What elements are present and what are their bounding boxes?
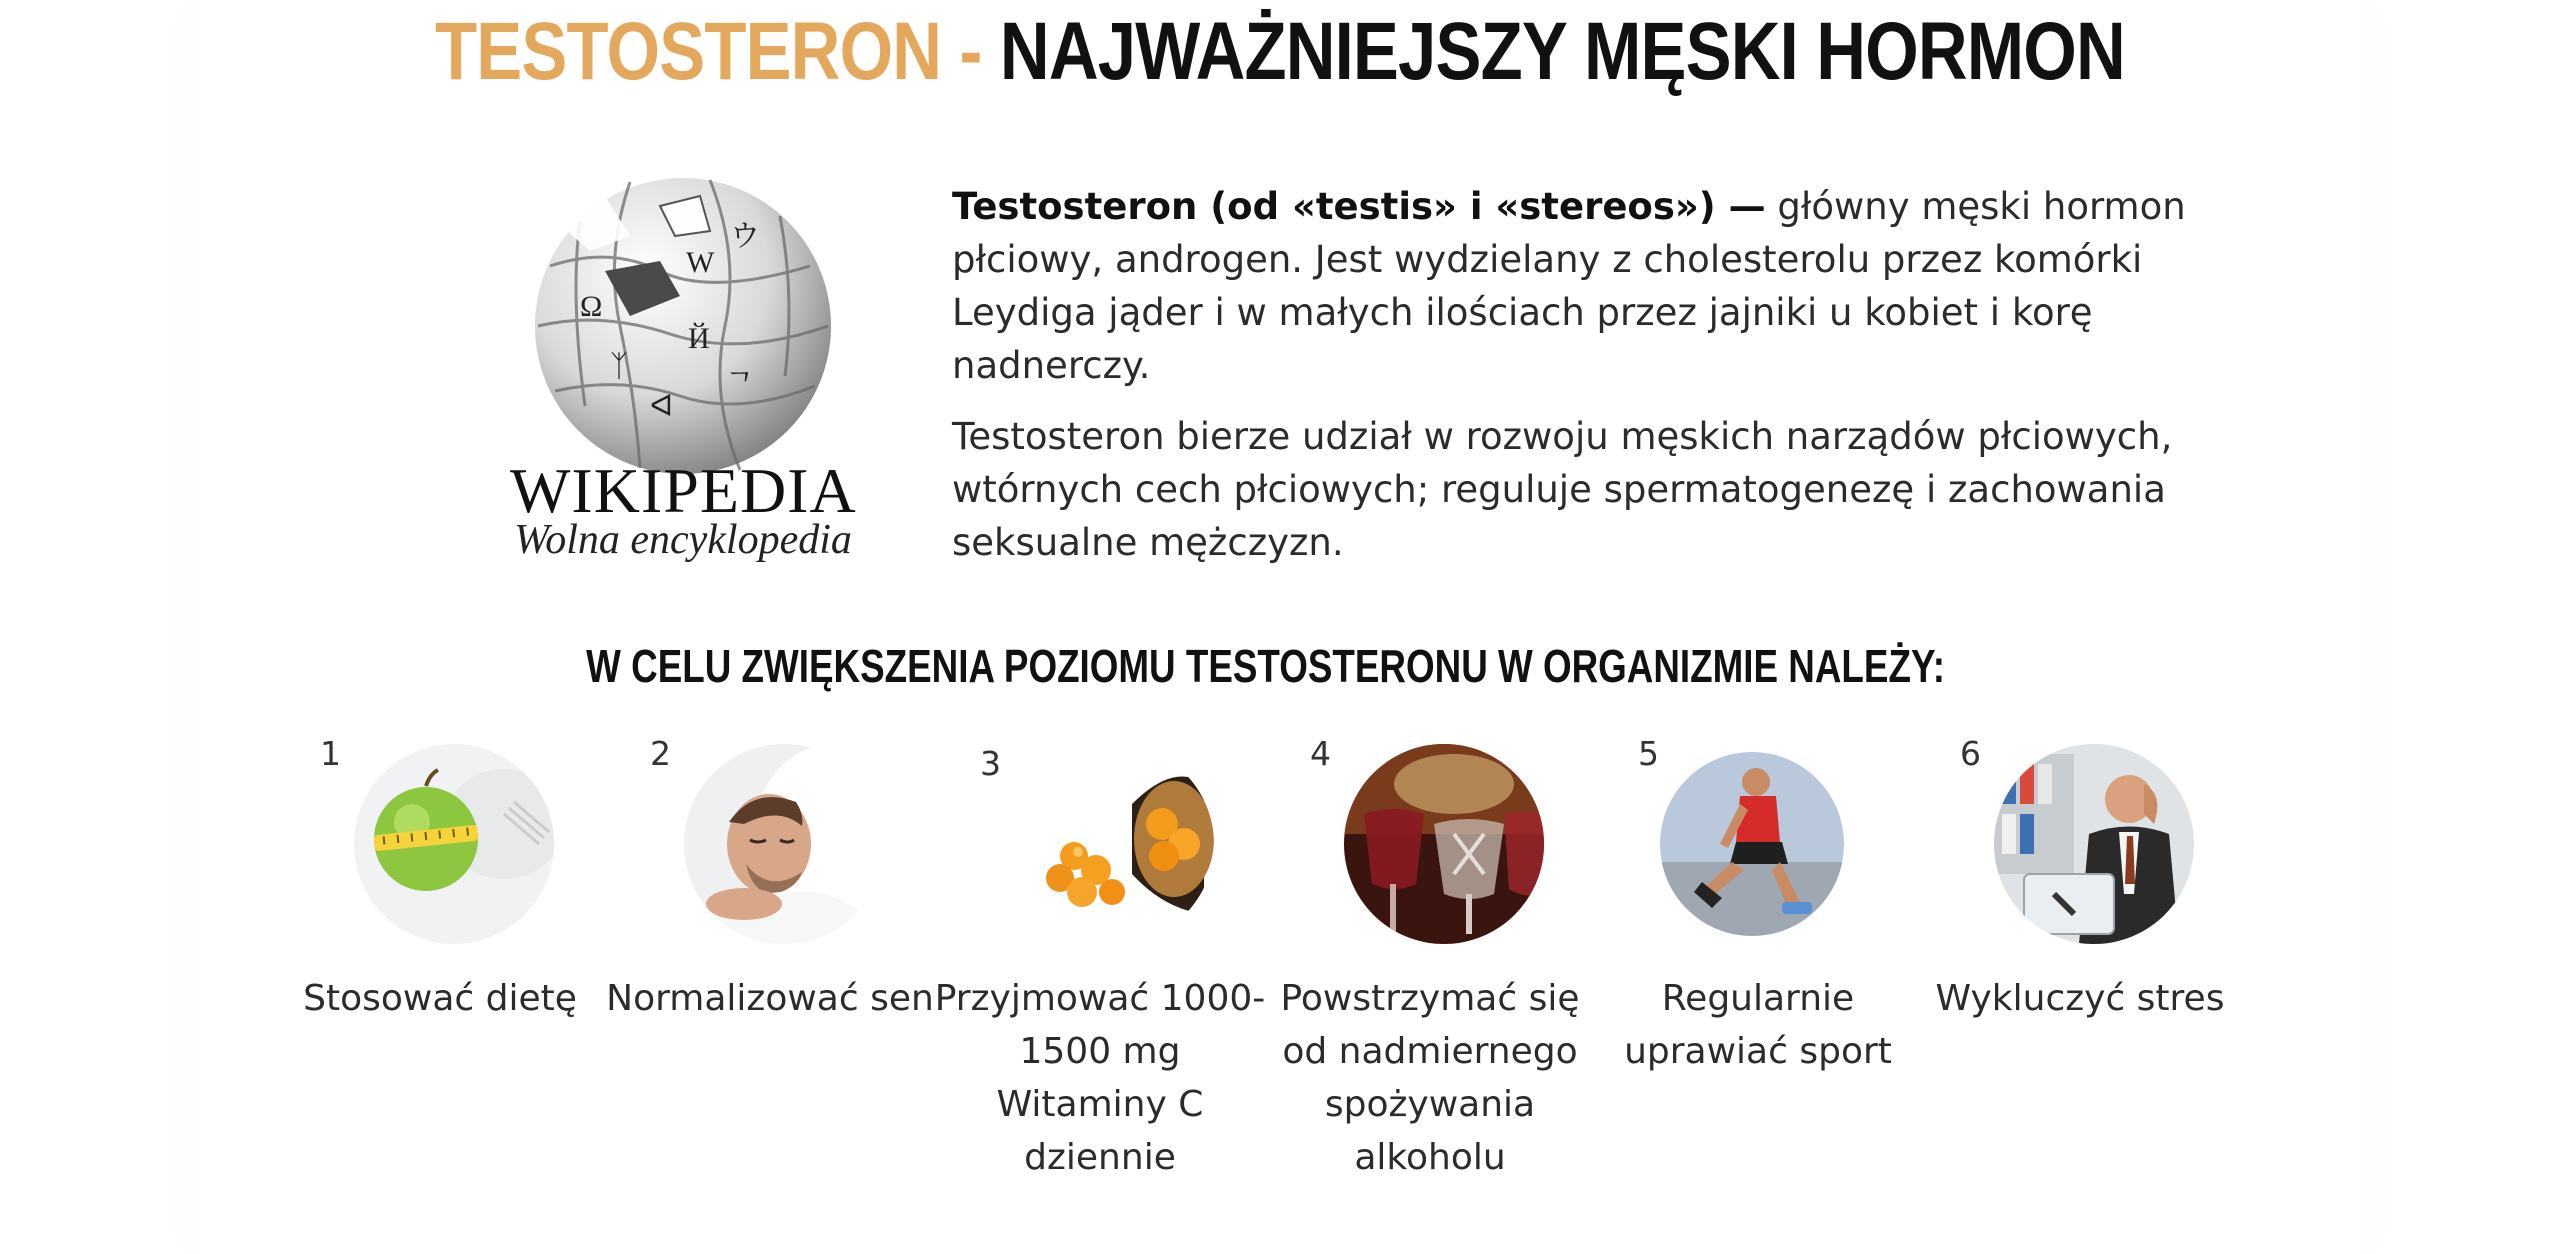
sleeping-man-image — [684, 744, 884, 944]
svg-text:ᄀ: ᄀ — [725, 370, 754, 403]
stressed-businessman-image — [1994, 744, 2194, 944]
tip-label: Wykluczyć stres — [1935, 978, 2225, 1019]
tip-label: Stosować dietę — [303, 978, 577, 1019]
section-heading: W CELU ZWIĘKSZENIA POZIOMU TESTOSTERONU W ORGANIZMIE NALEŻY: — [586, 640, 1946, 692]
tip-label: Przyjmować 1000-1500 mg Witaminy C dziennie — [934, 978, 1266, 1178]
page-title-main: NAJWAŻNIEJSZY MĘSKI HORMON — [999, 6, 2125, 97]
apple-measuring-tape-image — [354, 744, 554, 944]
wine-glasses-image — [1344, 744, 1544, 944]
tip-number: 5 — [1638, 734, 1659, 773]
tip-label: Regularnie uprawiać sport — [1624, 978, 1892, 1072]
oranges-image — [1014, 744, 1214, 944]
tips-list — [0, 730, 2560, 1250]
page-title — [205, 4, 2355, 100]
svg-text:ᐊ: ᐊ — [650, 390, 674, 423]
tip-number: 3 — [980, 744, 1001, 783]
intro-lead: Testosteron (od «testis» i «stereos») — — [952, 185, 1766, 228]
page-title-accent: TESTOSTERON - — [435, 6, 982, 97]
tip-number: 1 — [320, 734, 341, 773]
intro-paragraph-2: Testosteron bierze udział w rozwoju męskich narządów płciowych, wtórnych cech płciowych; reguluje spermatogenezę i zachowania seksualne mężczyzn. — [952, 415, 2173, 564]
intro-paragraph-1 — [952, 180, 2242, 392]
svg-text:Й: Й — [688, 322, 710, 355]
svg-text:ᛉ: ᛉ — [610, 350, 628, 383]
wikipedia-globe-icon — [510, 176, 856, 476]
tip-label: Normalizować sen — [606, 978, 934, 1019]
wikipedia-wordmark: WIKIPEDIA — [510, 455, 857, 526]
tip-number: 6 — [1960, 734, 1981, 773]
intro-paragraph-1-text: główny męski hormon płciowy, androgen. Jest wydzielany z cholesterolu przez komórki Leydiga jąder i w małych ilościach przez jajniki u kobiet i korę nadnerczy. — [952, 185, 2186, 387]
athlete-stretching-image — [1660, 752, 1844, 936]
svg-text:Ω: Ω — [580, 290, 603, 323]
tip-label: Powstrzymać się od nadmiernego spożywania alkoholu — [1280, 978, 1580, 1178]
intro-text — [952, 180, 2242, 587]
tip-number: 4 — [1310, 734, 1331, 773]
svg-text:ウ: ウ — [730, 220, 760, 253]
tip-number: 2 — [650, 734, 671, 773]
wikipedia-tagline: Wolna encyklopedia — [514, 517, 852, 563]
svg-text:W: W — [686, 246, 715, 279]
wikipedia-logo — [510, 176, 856, 566]
